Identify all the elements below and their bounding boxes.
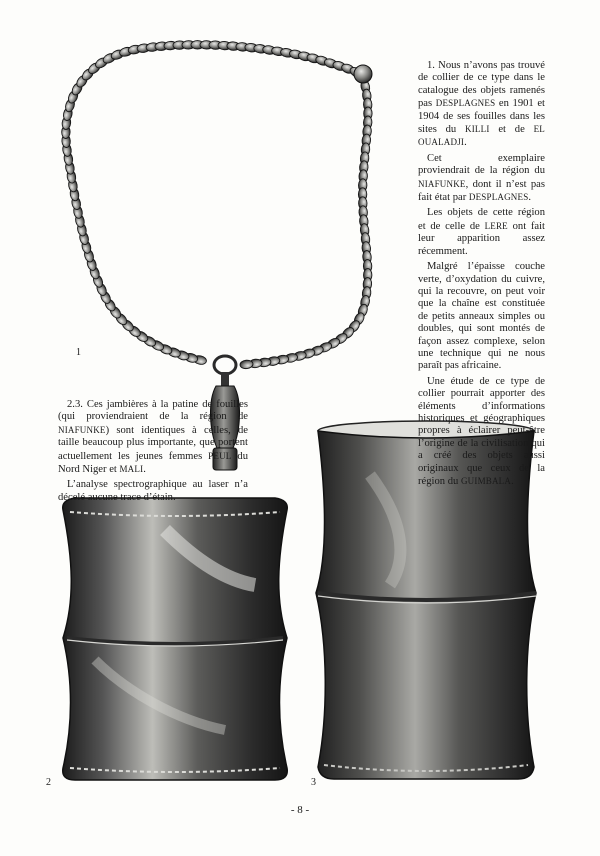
- proper-noun: DESPLAGNES: [468, 192, 529, 203]
- proper-noun: LERE: [484, 220, 508, 231]
- text-run: en 1901 et 1904 de ses fouilles dans les sites du: [418, 98, 545, 136]
- note-1-text: [418, 60, 545, 491]
- note1-paragraph: [418, 207, 545, 258]
- text-run: ont fait leur apparition assez récemment.: [418, 220, 545, 257]
- proper-noun: PEUL: [208, 450, 232, 461]
- note-2-3-text: [58, 399, 248, 507]
- figure-number-2: 2: [46, 777, 51, 788]
- note1-paragraph: [418, 60, 545, 150]
- text-run: Une étude de ce type de collier pourrait apporter des éléments d’informations historiques et géographiques propres à éclairer peut-être l’origine de la civilisation qui a créé des objets aussi originaux que ceux de la région du: [418, 375, 545, 487]
- text-run: Cet exemplaire proviendrait de la région du: [418, 152, 545, 177]
- figure-number-3: 3: [311, 777, 316, 788]
- note1-paragraph: [418, 261, 545, 373]
- note1-paragraph: [418, 153, 545, 205]
- anklet-photo-2: [55, 490, 295, 790]
- text-run: , dont il n’est pas fait état par: [418, 178, 545, 204]
- note1-paragraph: [418, 376, 545, 489]
- text-run: .: [464, 137, 467, 149]
- note23-paragraph: [58, 399, 248, 476]
- clasp-ring: [214, 356, 236, 374]
- chain-links: [62, 41, 373, 370]
- proper-noun: GUIMBALA: [460, 476, 512, 486]
- text-run: .: [528, 192, 532, 204]
- text-run: 2.3. Ces jambières à la patine de fouilles (qui proviendraient de la région de: [58, 399, 248, 423]
- proper-noun: NIAFUNKE: [58, 424, 106, 435]
- text-run: ) sont identiques à celles, de taille beaucoup plus importante, que portent actuellement les jeunes femmes: [58, 424, 248, 462]
- chain-link: [240, 360, 254, 370]
- proper-noun: EL OUALADJI: [418, 124, 545, 148]
- text-run: L’analyse spectrographique au laser n’a décelé aucune trace d’étain.: [58, 479, 248, 503]
- pendant-bail: [221, 372, 229, 386]
- proper-noun: DESPLAGNES: [435, 98, 496, 109]
- page-number: - 8 -: [290, 804, 310, 816]
- text-run: du Nord Niger et: [58, 450, 248, 476]
- chain-end-link: [354, 65, 372, 83]
- text-run: .: [511, 476, 514, 487]
- text-run: .: [143, 464, 146, 476]
- text-run: et de: [489, 124, 534, 136]
- note23-paragraph: [58, 479, 248, 504]
- text-run: Les objets de cette région et de celle de: [418, 207, 545, 232]
- proper-noun: NIAFUNKE: [418, 178, 466, 189]
- text-run: Malgré l’épaisse couche verte, d’oxydation du cuivre, qui la recouvre, on peut voir que la chaîne est constituée de petits anneaux simples ou doubles, qui sont montés de façon assez complexe, selon une technique qui ne nous paraît pas africaine.: [418, 261, 545, 372]
- figure-number-1: 1: [76, 347, 81, 358]
- proper-noun: MALI: [119, 464, 144, 475]
- text-run: 1. Nous n’avons pas trouvé de collier de ce type dans le catalogue des objets ramenés pas: [418, 60, 545, 110]
- proper-noun: KILLI: [465, 124, 490, 135]
